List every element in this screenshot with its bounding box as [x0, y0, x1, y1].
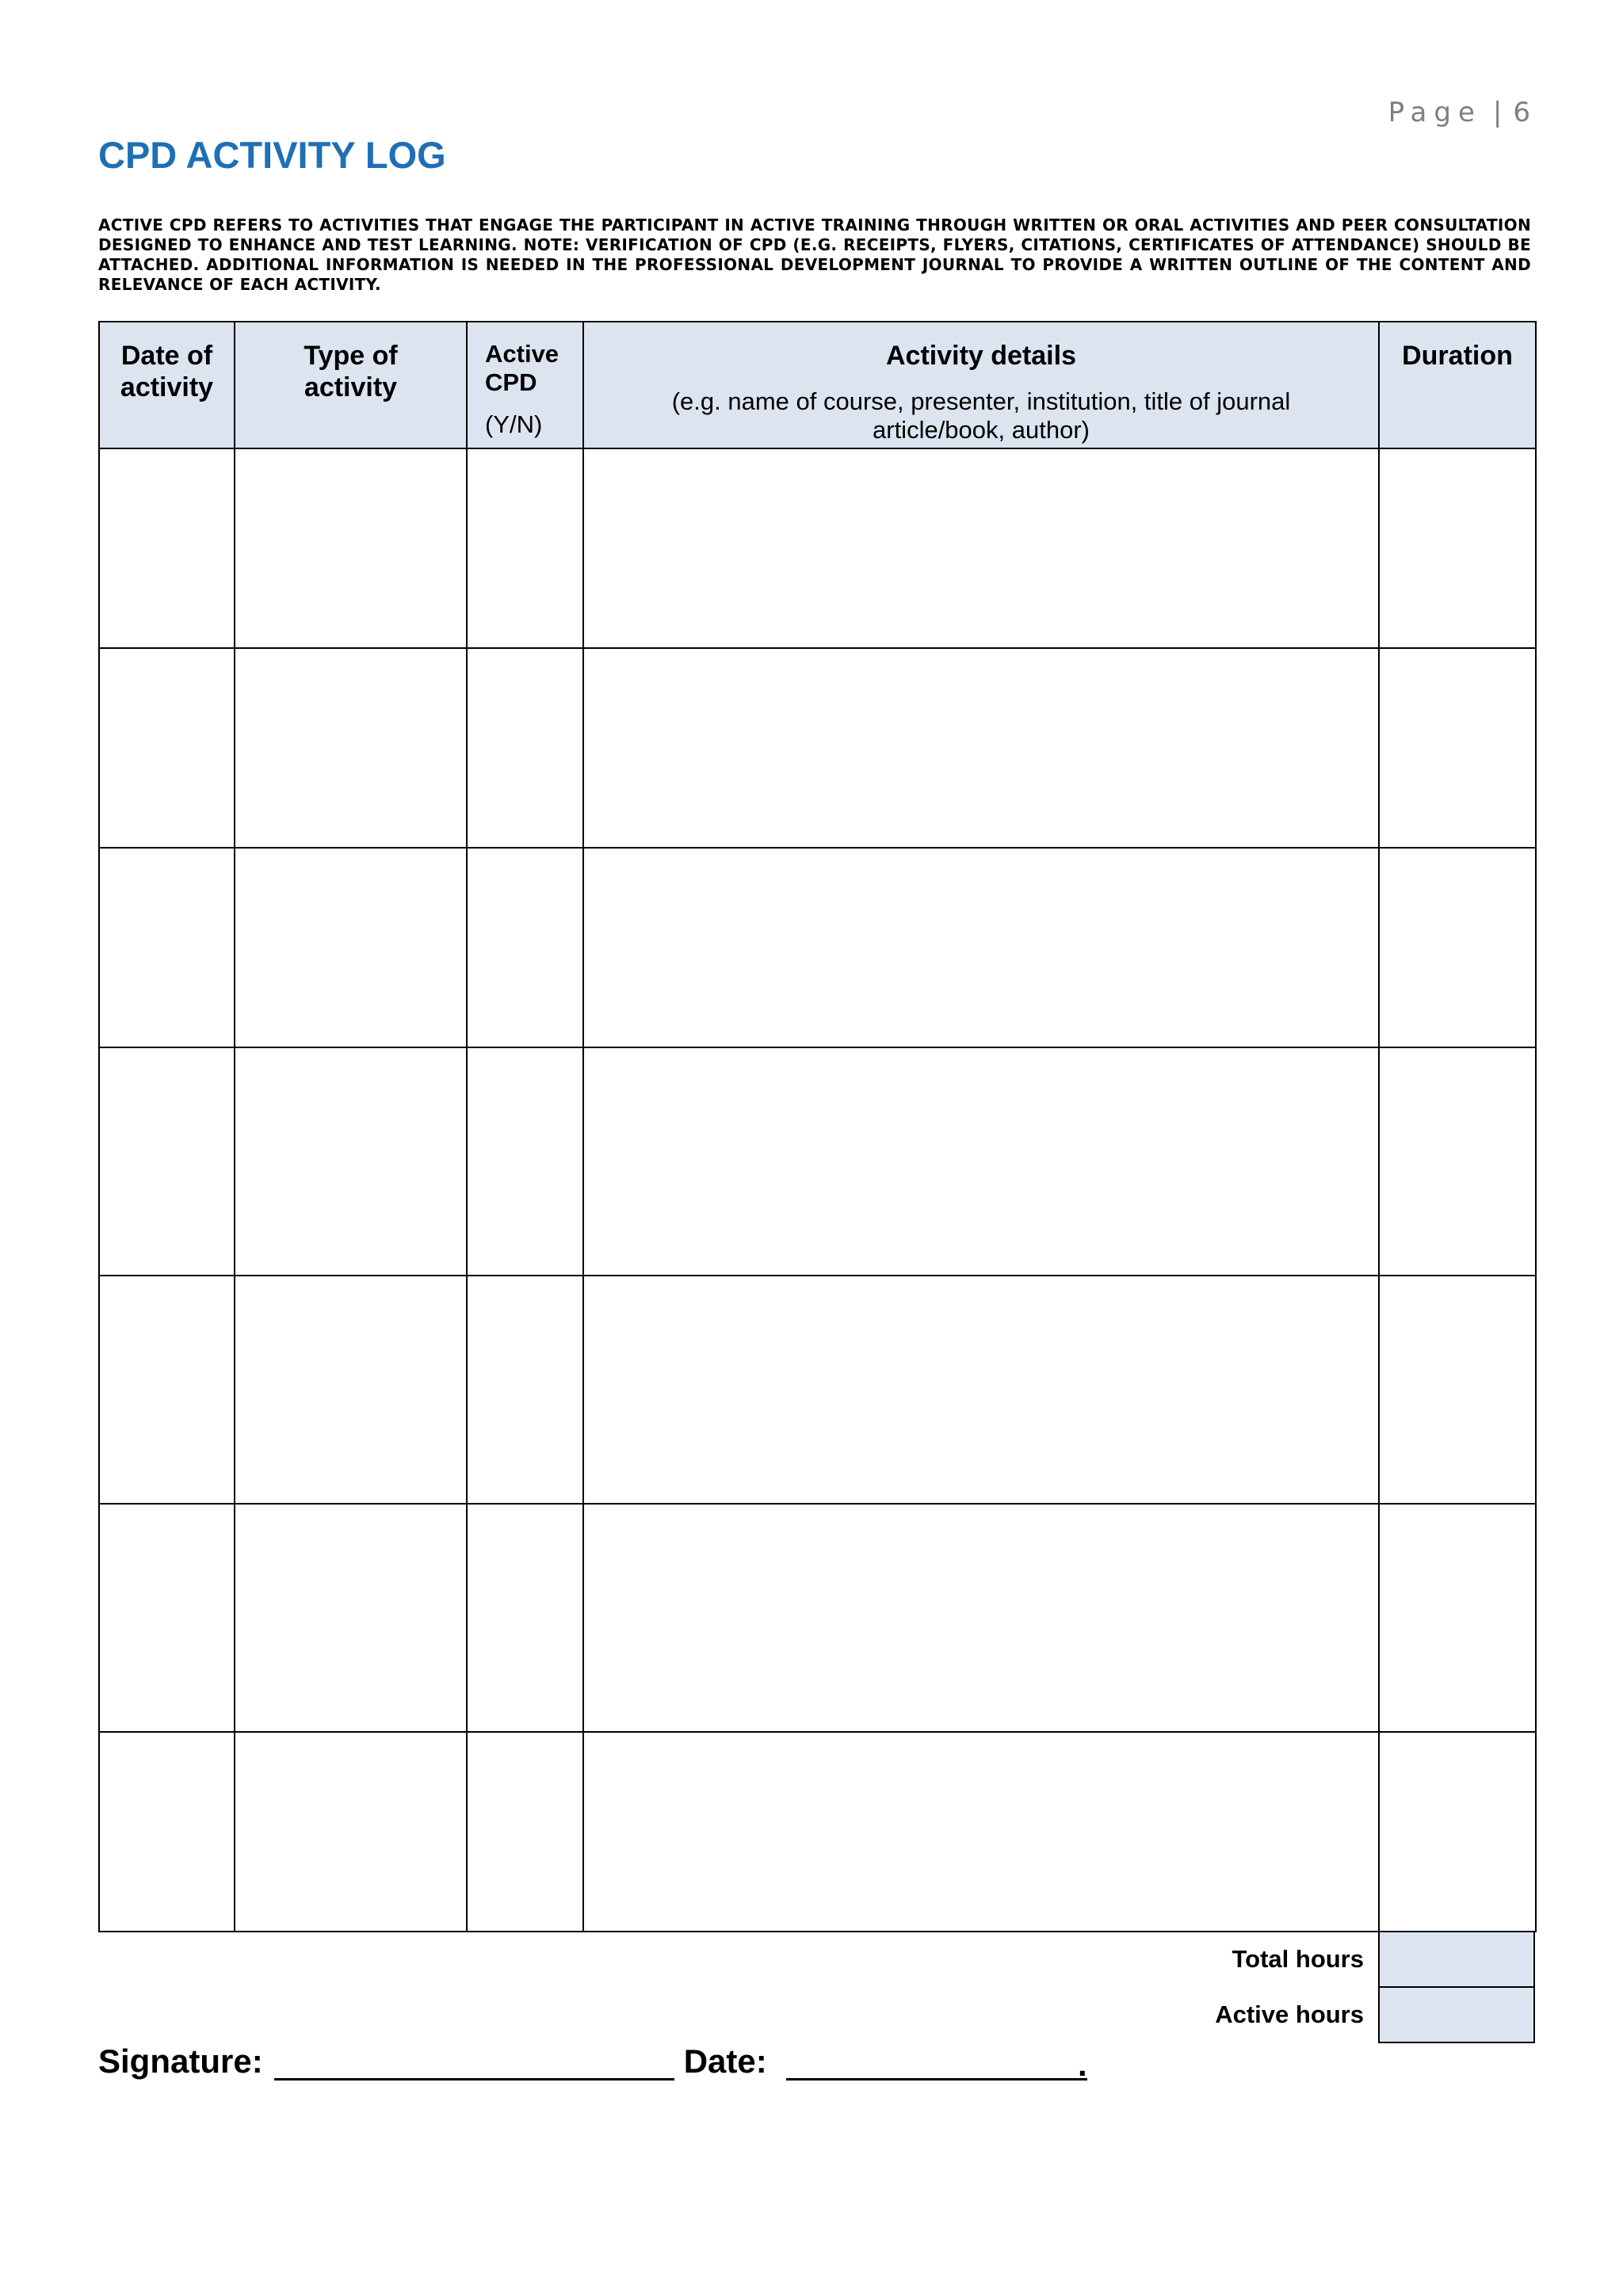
cell-date[interactable] [99, 1504, 235, 1732]
cell-date[interactable] [99, 648, 235, 848]
signature-label: Signature: [98, 2042, 263, 2080]
cell-duration[interactable] [1379, 1276, 1536, 1504]
cell-active-cpd[interactable] [467, 848, 583, 1047]
table-row [99, 1047, 1536, 1276]
cell-active-cpd[interactable] [467, 648, 583, 848]
signature-field[interactable] [274, 2049, 674, 2081]
cell-date[interactable] [99, 448, 235, 648]
cell-details[interactable] [583, 1047, 1379, 1276]
date-field[interactable] [786, 2046, 1087, 2083]
page-number [1347, 97, 1537, 128]
activity-log-table [98, 321, 1537, 1932]
cell-details[interactable] [583, 1504, 1379, 1732]
cell-duration[interactable] [1379, 648, 1536, 848]
page-number-value: 6 [1513, 97, 1537, 128]
cell-duration[interactable] [1379, 848, 1536, 1047]
cell-date[interactable] [99, 1276, 235, 1504]
header-active-cpd: Active CPD (Y/N) [467, 322, 583, 448]
date-label: Date: [683, 2042, 767, 2080]
page-title: CPD ACTIVITY LOG [98, 134, 446, 176]
cell-type[interactable] [235, 1732, 467, 1932]
cell-duration[interactable] [1379, 1047, 1536, 1276]
cell-date[interactable] [99, 848, 235, 1047]
table-row [99, 1504, 1536, 1732]
cell-active-cpd[interactable] [467, 1276, 583, 1504]
cell-active-cpd[interactable] [467, 448, 583, 648]
total-hours-field[interactable] [1378, 1931, 1535, 1988]
header-activity-details: Activity details (e.g. name of course, presenter, institution, title of journal article/book, author) [583, 322, 1379, 448]
cell-details[interactable] [583, 648, 1379, 848]
cell-date[interactable] [99, 1732, 235, 1932]
cell-type[interactable] [235, 1047, 467, 1276]
cell-details[interactable] [583, 1276, 1379, 1504]
cell-active-cpd[interactable] [467, 1732, 583, 1932]
table-row [99, 448, 1536, 648]
cell-type[interactable] [235, 1504, 467, 1732]
header-row [99, 322, 1536, 448]
total-hours-row [98, 1931, 1535, 1988]
cell-type[interactable] [235, 848, 467, 1047]
table-row [99, 1732, 1536, 1932]
signature-line [98, 2042, 1087, 2081]
cell-active-cpd[interactable] [467, 1047, 583, 1276]
page-label: Page [1388, 97, 1482, 128]
cell-details[interactable] [583, 848, 1379, 1047]
cell-date[interactable] [99, 1047, 235, 1276]
cell-details[interactable] [583, 1732, 1379, 1932]
table-row [99, 848, 1536, 1047]
cell-type[interactable] [235, 648, 467, 848]
cell-details[interactable] [583, 448, 1379, 648]
cell-duration[interactable] [1379, 1504, 1536, 1732]
table-row [99, 648, 1536, 848]
header-type: Type of activity [235, 322, 467, 448]
cell-duration[interactable] [1379, 1732, 1536, 1932]
page-separator: | [1492, 97, 1503, 128]
intro-text: ACTIVE CPD REFERS TO ACTIVITIES THAT ENGAGE THE PARTICIPANT IN ACTIVE TRAINING THROUGH WRITTEN OR ORAL ACTIVITIES AND PEER CONSULTATION DESIGNED TO ENHANCE AND TEST LEARNING. NOTE: VERIFICATION OF CPD (E.G. RECEIPTS, FLYERS, CITATIONS, CERTIFICATES OF ATTENDANCE) SHOULD BE ATTACHED. ADDITIONAL INFORMATION IS NEEDED IN THE PROFESSIONAL DEVELOPMENT JOURNAL TO PROVIDE A WRITTEN OUTLINE OF THE CONTENT AND RELEVANCE OF EACH ACTIVITY. [98, 215, 1531, 294]
total-hours-label: Total hours [1232, 1945, 1364, 1973]
cell-type[interactable] [235, 1276, 467, 1504]
active-hours-label: Active hours [1215, 2000, 1364, 2028]
active-hours-field[interactable] [1378, 1986, 1535, 2043]
table-row [99, 1276, 1536, 1504]
cell-active-cpd[interactable] [467, 1504, 583, 1732]
header-details-hint: (e.g. name of course, presenter, institution, title of journal article/book, author) [671, 387, 1291, 444]
header-duration: Duration [1379, 322, 1536, 448]
date-end-mark: . [1078, 2046, 1087, 2083]
header-date: Date of activity [99, 322, 235, 448]
header-active-cpd-hint: (Y/N) [485, 410, 543, 438]
cell-duration[interactable] [1379, 448, 1536, 648]
active-hours-row [98, 1986, 1535, 2043]
cell-type[interactable] [235, 448, 467, 648]
